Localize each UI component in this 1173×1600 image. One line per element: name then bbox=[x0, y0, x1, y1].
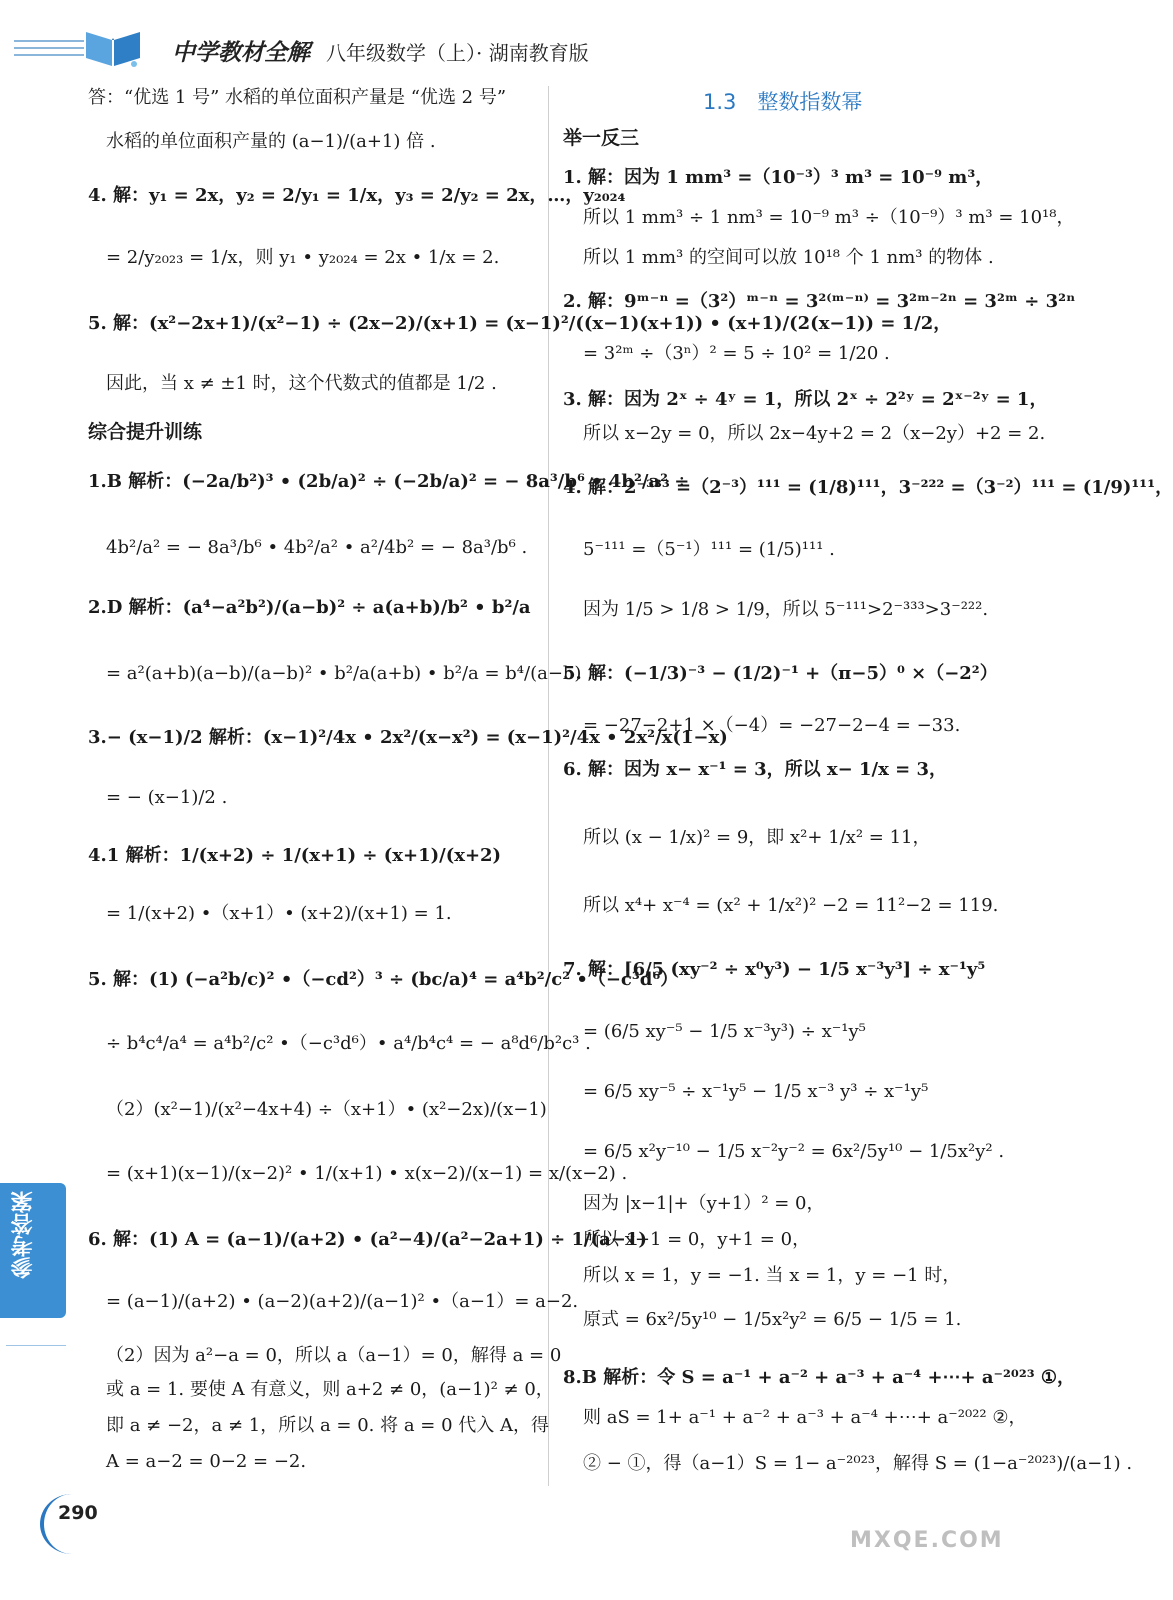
problem-6: 6. 解：因为 x− x⁻¹ = 3，所以 x− 1/x = 3， bbox=[563, 759, 947, 780]
problem-5: 5. 解：(x²−2x+1)/(x²−1) ÷ (2x−2)/(x+1) = (x−1)²/((x−1)(x+1)) • (x+1)/(2(x−1)) = 1/2， bbox=[88, 313, 952, 334]
problem-7: 7. 解：[6/5 (xy⁻² ÷ x⁰y³) − 1/5 x⁻³y³] ÷ x⁻¹y⁵ bbox=[563, 959, 986, 980]
problem-7-cont: 原式 = 6x²/5y¹⁰ − 1/5x²y² = 6/5 − 1/5 = 1. bbox=[583, 1309, 962, 1330]
exercise-3-cont: = − (x−1)/2 . bbox=[106, 787, 228, 808]
sidebar-rule bbox=[6, 1345, 66, 1346]
exercise-4-cont: = 1/(x+2) •（x+1）• (x+2)/(x+1) = 1. bbox=[106, 903, 452, 924]
exercise-2: 2.D 解析：(a⁴−a²b²)/(a−b)² ÷ a(a+b)/b² • b²/a bbox=[88, 597, 531, 618]
problem-3-cont: 所以 x−2y = 0，所以 2x−4y+2 = 2（x−2y）+2 = 2. bbox=[583, 423, 1046, 444]
problem-4-cont: 因为 1/5 > 1/8 > 1/9，所以 5⁻¹¹¹>2⁻³³³>3⁻²²². bbox=[583, 599, 989, 620]
answer-key-tab bbox=[0, 1183, 66, 1318]
exercise-6-cont: = (a−1)/(a+2) • (a−2)(a+2)/(a−1)² •（a−1）= a−2. bbox=[106, 1291, 579, 1312]
watermark: MXQE.COM bbox=[850, 1528, 1004, 1553]
problem-4-cont: = 2/y₂₀₂₃ = 1/x，则 y₁ • y₂₀₂₄ = 2x • 1/x = 2. bbox=[106, 247, 500, 268]
problem-1-cont: 所以 1 mm³ 的空间可以放 10¹⁸ 个 1 nm³ 的物体 . bbox=[583, 247, 994, 268]
exercise-5-cont: ÷ b⁴c⁴/a⁴ = a⁴b²/c² •（−c³d⁶）• a⁴/b⁴c⁴ = − a⁸d⁶/b²c³ . bbox=[106, 1033, 591, 1054]
problem-8: 8.B 解析：令 S = a⁻¹ + a⁻² + a⁻³ + a⁻⁴ +⋯+ a⁻²⁰²³ ①， bbox=[563, 1367, 1075, 1388]
answer-line: 答：“优选 1 号” 水稻的单位面积产量是 “优选 2 号” bbox=[88, 87, 507, 108]
exercise-6-part2: （2）因为 a²−a = 0，所以 a（a−1）= 0，解得 a = 0 bbox=[106, 1345, 562, 1366]
subsection-heading: 举一反三 bbox=[563, 127, 640, 149]
edition-label: 八年级数学（上）· 湖南教育版 bbox=[326, 41, 589, 65]
problem-7-cont: 所以 x = 1，y = −1. 当 x = 1，y = −1 时， bbox=[583, 1265, 961, 1286]
problem-7-cont: 因为 |x−1|+（y+1）² = 0， bbox=[583, 1193, 825, 1214]
page-number: 290 bbox=[58, 1502, 98, 1524]
exercise-6: 6. 解：(1) A = (a−1)/(a+2) • (a²−4)/(a²−2a+1) ÷ 1/(a−1) bbox=[88, 1229, 647, 1250]
page-header bbox=[0, 0, 1065, 78]
problem-5-cont: = −27−2+1 ×（−4）= −27−2−4 = −33. bbox=[583, 715, 961, 736]
answer-key-tab-label: 参考答案 bbox=[11, 1191, 36, 1279]
problem-6-cont: 所以 x⁴+ x⁻⁴ = (x² + 1/x²)² −2 = 11²−2 = 119. bbox=[583, 895, 999, 916]
problem-1-cont: 所以 1 mm³ ÷ 1 nm³ = 10⁻⁹ m³ ÷（10⁻⁹）³ m³ = 10¹⁸， bbox=[583, 207, 1075, 228]
exercise-5-part2-cont: = (x+1)(x−1)/(x−2)² • 1/(x+1) • x(x−2)/(x−1) = x/(x−2) . bbox=[106, 1163, 628, 1184]
exercise-5-part2: （2）(x²−1)/(x²−4x+4) ÷（x+1）• (x²−2x)/(x−1) bbox=[106, 1099, 547, 1120]
exercise-6-part2-line: 即 a ≠ −2，a ≠ 1，所以 a = 0. 将 a = 0 代入 A，得 bbox=[106, 1415, 549, 1436]
exercise-2-cont: = a²(a+b)(a−b)/(a−b)² • b²/a(a+b) • b²/a = b⁴/(a−b) . bbox=[106, 663, 593, 684]
problem-4-cont: 5⁻¹¹¹ =（5⁻¹）¹¹¹ = (1/5)¹¹¹ . bbox=[583, 539, 835, 560]
exercise-1: 1.B 解析：(−2a/b²)³ • (2b/a)² ÷ (−2b/a)² = − 8a³/b⁶ • 4b²/a² ÷ bbox=[88, 471, 690, 492]
header-decoration-lines bbox=[14, 40, 84, 61]
exercise-3: 3.− (x−1)/2 解析：(x−1)²/4x • 2x²/(x−x²) = (x−1)²/4x • 2x²/x(1−x) bbox=[88, 727, 728, 748]
problem-1: 1. 解：因为 1 mm³ =（10⁻³）³ m³ = 10⁻⁹ m³， bbox=[563, 167, 994, 188]
section-heading: 综合提升训练 bbox=[88, 421, 203, 443]
problem-4: 4. 解：y₁ = 2x，y₂ = 2/y₁ = 1/x，y₃ = 2/y₂ = 2x，…，y₂₀₂₄ bbox=[88, 185, 626, 206]
column-divider bbox=[548, 86, 549, 1486]
problem-8-cont: ② − ①，得（a−1）S = 1− a⁻²⁰²³，解得 S = (1−a⁻²⁰²³)/(a−1) . bbox=[583, 1453, 1133, 1474]
problem-8-cont: 则 aS = 1+ a⁻¹ + a⁻² + a⁻³ + a⁻⁴ +⋯+ a⁻²⁰²² ②， bbox=[583, 1407, 1027, 1428]
problem-4: 4. 解：2⁻³³³ =（2⁻³）¹¹¹ = (1/8)¹¹¹，3⁻²²² =（3⁻²）¹¹¹ = (1/9)¹¹¹， bbox=[563, 477, 1173, 498]
exercise-4: 4.1 解析：1/(x+2) ÷ 1/(x+1) ÷ (x+1)/(x+2) bbox=[88, 845, 502, 866]
section-title: 1.3 整数指数幂 bbox=[703, 90, 863, 114]
book-logo-icon bbox=[82, 22, 144, 68]
exercise-5: 5. 解：(1) (−a²b/c)² •（−cd²）³ ÷ (bc/a)⁴ = a⁴b²/c² •（−c³d⁶） bbox=[88, 969, 679, 990]
answer-line: 水稻的单位面积产量的 (a−1)/(a+1) 倍 . bbox=[106, 131, 436, 152]
problem-2: 2. 解：9ᵐ⁻ⁿ =（3²）ᵐ⁻ⁿ = 3²⁽ᵐ⁻ⁿ⁾ = 3²ᵐ⁻²ⁿ = 3²ᵐ ÷ 3²ⁿ bbox=[563, 291, 1076, 312]
problem-5: 5. 解：(−1/3)⁻³ − (1/2)⁻¹ +（π−5）⁰ ×（−2²） bbox=[563, 663, 998, 684]
exercise-1-cont: 4b²/a² = − 8a³/b⁶ • 4b²/a² • a²/4b² = − 8a³/b⁶ . bbox=[106, 537, 528, 558]
exercise-6-part2-line: 或 a = 1. 要使 A 有意义，则 a+2 ≠ 0，(a−1)² ≠ 0， bbox=[106, 1379, 554, 1400]
problem-7-cont: = 6/5 xy⁻⁵ ÷ x⁻¹y⁵ − 1/5 x⁻³ y³ ÷ x⁻¹y⁵ bbox=[583, 1081, 929, 1102]
problem-5-cont: 因此，当 x ≠ ±1 时，这个代数式的值都是 1/2 . bbox=[106, 373, 497, 394]
problem-7-cont: 所以 x−1 = 0，y+1 = 0， bbox=[583, 1229, 811, 1250]
problem-7-cont: = 6/5 x²y⁻¹⁰ − 1/5 x⁻²y⁻² = 6x²/5y¹⁰ − 1/5x²y² . bbox=[583, 1141, 1005, 1162]
problem-6-cont: 所以 (x − 1/x)² = 9，即 x²+ 1/x² = 11， bbox=[583, 827, 931, 848]
problem-3: 3. 解：因为 2ˣ ÷ 4ʸ = 1，所以 2ˣ ÷ 2²ʸ = 2ˣ⁻²ʸ = 1， bbox=[563, 389, 1048, 410]
brand-title: 中学教材全解 bbox=[172, 40, 310, 66]
problem-7-cont: = (6/5 xy⁻⁵ − 1/5 x⁻³y³) ÷ x⁻¹y⁵ bbox=[583, 1021, 866, 1042]
exercise-6-part2-line: A = a−2 = 0−2 = −2. bbox=[106, 1451, 307, 1472]
problem-2-cont: = 3²ᵐ ÷（3ⁿ）² = 5 ÷ 10² = 1/20 . bbox=[583, 343, 890, 364]
